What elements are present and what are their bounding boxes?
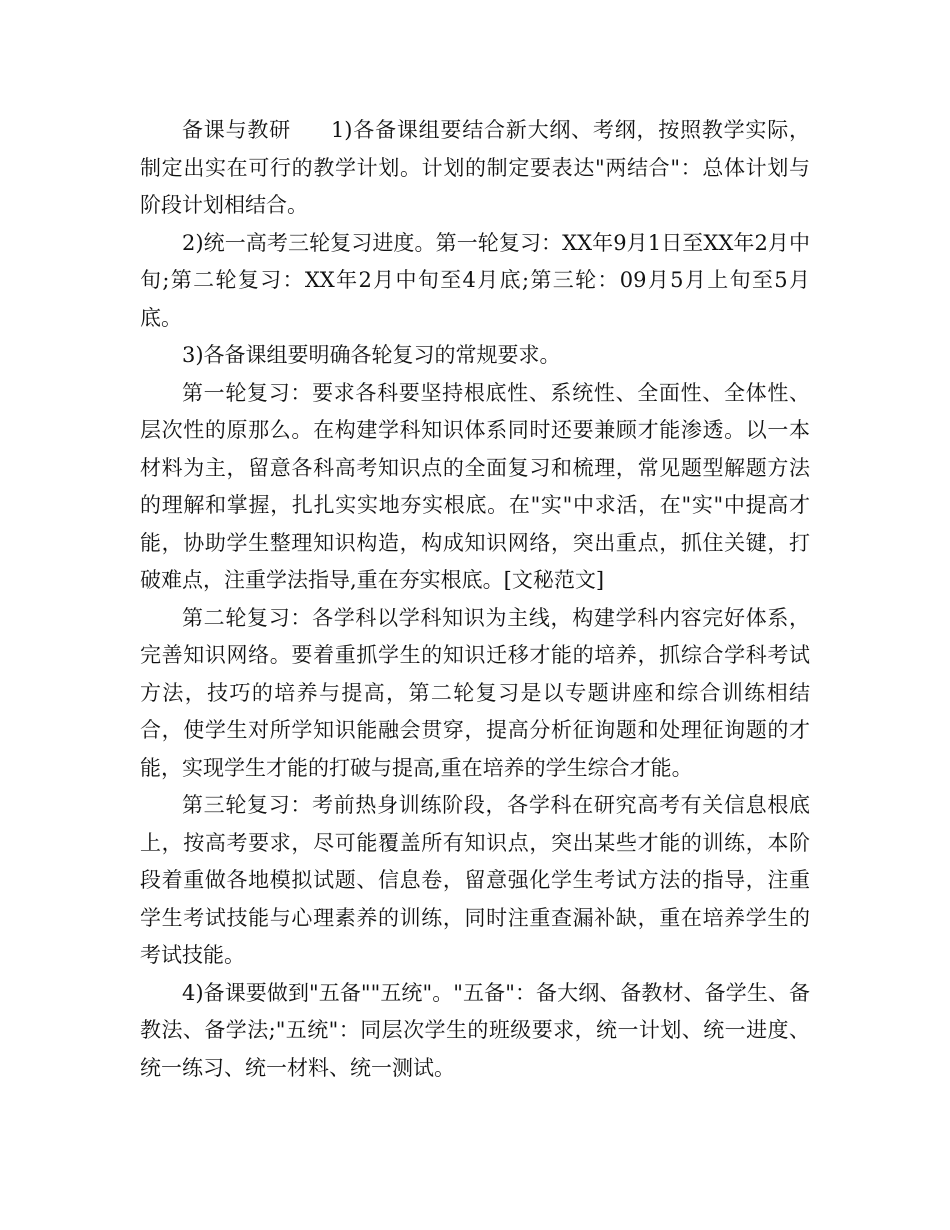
paragraph-7: 4)备课要做到"五备""五统"。"五备"：备大纲、备教材、备学生、备教法、备学法;"五统"：同层次学生的班级要求，统一计划、统一进度、统一练习、统一材料、统一测试。 [140, 980, 810, 1080]
document-body [140, 112, 810, 1087]
paragraph-1-text: 1)各备课组要结合新大纲、考纲，按照教学实际，制定出实在可行的教学计划。计划的制定要表达"两结合"：总体计划与阶段计划相结合。 [140, 118, 810, 217]
paragraph-5: 第二轮复习：各学科以学科知识为主线，构建学科内容完好体系，完善知识网络。要着重抓学生的知识迁移才能的培养，抓综合学科考试方法，技巧的培养与提高，第二轮复习是以专题讲座和综合训练相结合，使学生对所学知识能融会贯穿，提高分析征询题和处理征询题的才能，实现学生才能的打破与提高,重在培养的学生综合才能。 [140, 605, 810, 780]
paragraph-2: 2)统一高考三轮复习进度。第一轮复习：XX年9月1日至XX年2月中旬;第二轮复习：XX年2月中旬至4月底;第三轮：09月5月上旬至5月底。 [140, 230, 810, 330]
paragraph-6: 第三轮复习：考前热身训练阶段，各学科在研究高考有关信息根底上，按高考要求，尽可能覆盖所有知识点，突出某些才能的训练，本阶段着重做各地模拟试题、信息卷，留意强化学生考试方法的指导，注重学生考试技能与心理素养的训练，同时注重查漏补缺，重在培养学生的考试技能。 [140, 793, 810, 967]
paragraph-1 [140, 112, 810, 225]
paragraph-3: 3)各备课组要明确各轮复习的常规要求。 [182, 343, 561, 367]
paragraph-4: 第一轮复习：要求各科要坚持根底性、系统性、全面性、全体性、层次性的原那么。在构建学科知识体系同时还要兼顾才能渗透。以一本材料为主，留意各科高考知识点的全面复习和梳理，常见题型解题方法的理解和掌握，扎扎实实地夯实根底。在"实"中求活，在"实"中提高才能，协助学生整理知识构造，构成知识网络，突出重点，抓住关键，打破难点，注重学法指导,重在夯实根底。[文秘范文] [140, 380, 810, 592]
section-heading: 备课与教研 [182, 118, 291, 142]
